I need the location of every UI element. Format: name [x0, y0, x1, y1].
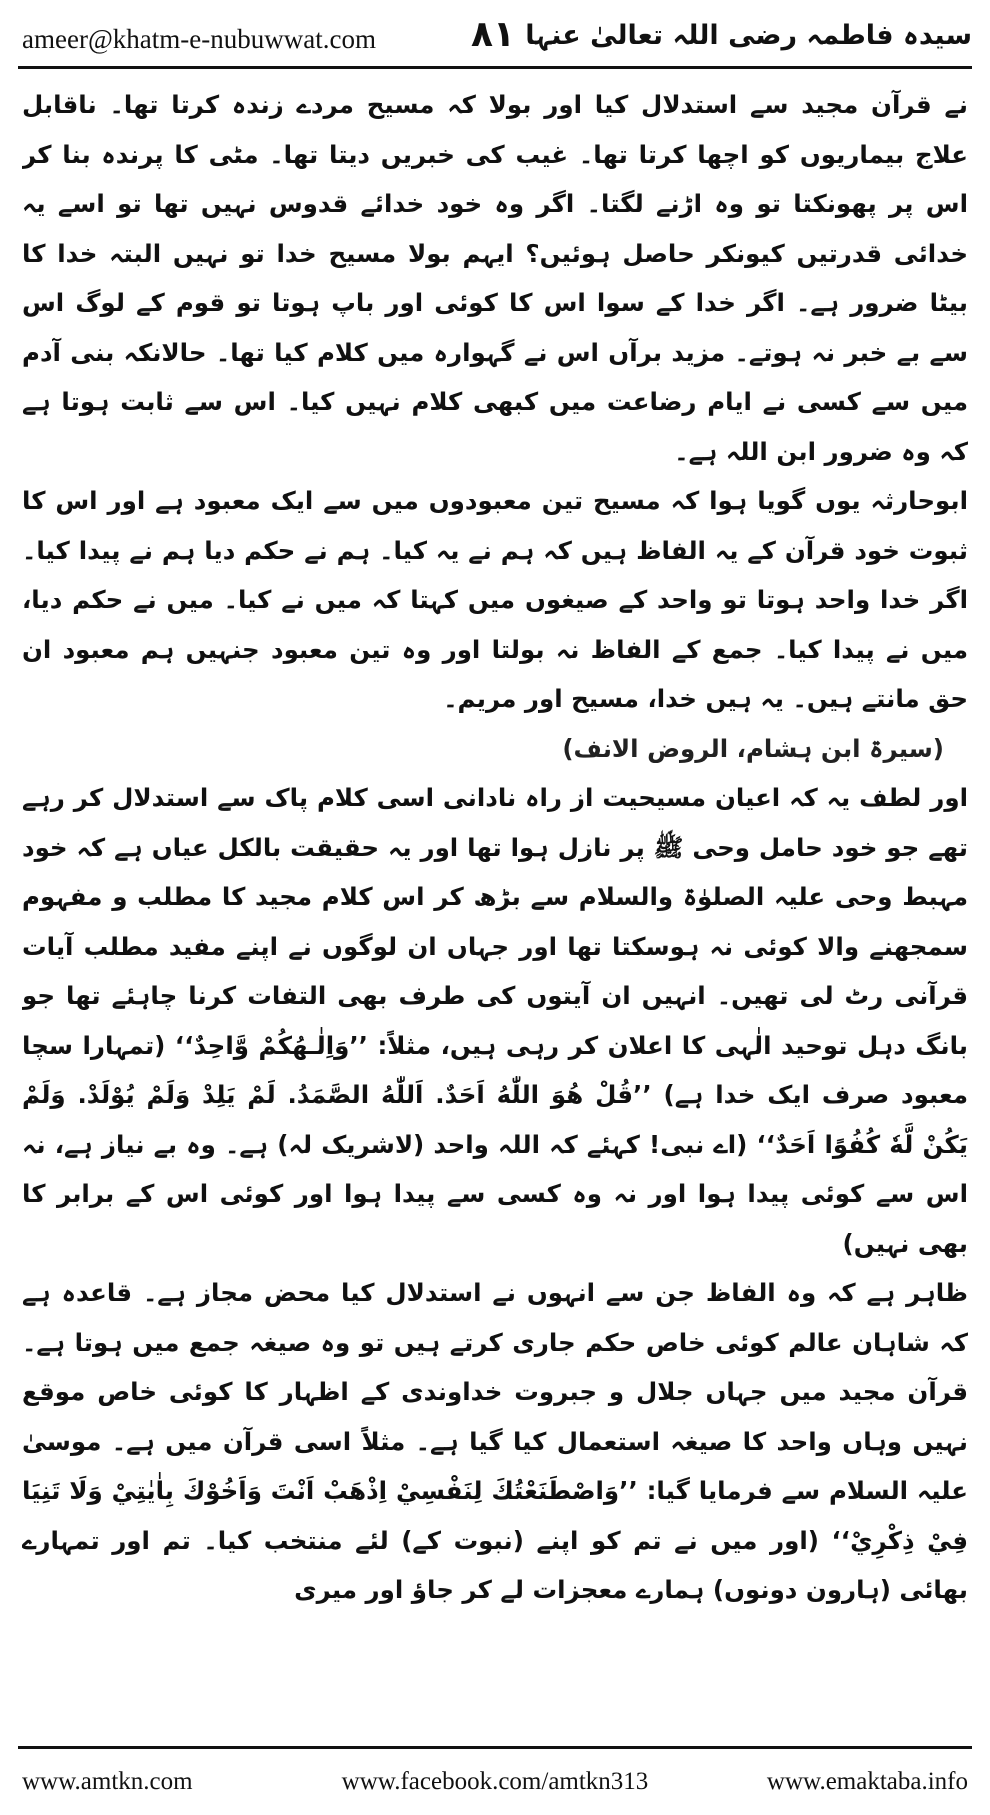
paragraph-2: ابوحارثہ یوں گویا ہوا کہ مسیح تین معبودوں میں سے ایک معبود ہے اور اس کا ثبوت خود قرآن کے یہ الفاظ ہیں کہ ہم نے یہ کیا۔ ہم نے حکم دیا ہم نے پیدا کیا۔ اگر خدا واحد ہوتا تو واحد کے صیغوں میں کہتا کہ میں نے کیا۔ میں نے حکم دیا، میں نے پیدا کیا۔ جمع کے الفاظ نہ بولتا اور وہ تین معبود جنہیں ہم معبود ان حق مانتے ہیں۔ یہ ہیں خدا، مسیح اور مریم۔ — [22, 486, 968, 713]
paragraph-3: اور لطف یہ کہ اعیان مسیحیت از راہ نادانی اسی کلام پاک سے استدلال کر رہے تھے جو خود حامل وحی ﷺ پر نازل ہوا تھا اور یہ حقیقت بالکل عیاں ہے کہ خود مہبط وحی علیہ الصلوٰۃ والسلام سے بڑھ کر اس کلام مجید کا مطلب و مفہوم سمجھنے والا کوئی نہ ہوسکتا تھا اور جہاں ان لوگوں نے اپنے مفید مطلب آیات قرآنی رٹ لی تھیں۔ انہیں ان آیتوں کی طرف بھی التفات کرنا چاہئے تھا جو بانگ دہل توحید الٰہی کا اعلان کر رہی ہیں، مثلاً: ’’وَاِلٰـهُكُمْ وَّاحِدٌ‘‘ (تمہارا سچا معبود صرف ایک خدا ہے) ’’قُلْ هُوَ اللّٰهُ اَحَدٌ. اَللّٰهُ الصَّمَدُ. لَمْ يَلِدْ وَلَمْ يُوْلَدْ. وَلَمْ يَكُنْ لَّهٗ كُفُوًا اَحَدٌ‘‘ (اے نبی! کہئے کہ اللہ واحد (لاشریک لہ) ہے۔ وہ بے نیاز ہے، نہ اس سے کوئی پیدا ہوا اور نہ وہ کسی سے پیدا ہوا اور کوئی اس کے برابر کا بھی نہیں) — [22, 783, 968, 1258]
footer-link-emaktaba[interactable]: www.emaktaba.info — [766, 1768, 968, 1795]
book-title: سیدہ فاطمہ رضی اللہ تعالیٰ عنہا — [525, 20, 972, 51]
citation: (سیرۃ ابن ہشام، الروض الانف) — [562, 733, 944, 763]
page-body — [22, 80, 968, 1736]
header-email: ameer@khatm-e-nubuwwat.com — [22, 24, 376, 54]
paragraph-1: نے قرآن مجید سے استدلال کیا اور بولا کہ مسیح مردے زندہ کرتا تھا۔ ناقابل علاج بیماریوں کو اچھا کرتا تھا۔ غیب کی خبریں دیتا تھا۔ مٹی کا پرندہ بنا کر اس پر پھونکتا تو وہ اڑنے لگتا۔ اگر وہ خود خدائے قدوس نہیں تھا تو اسے یہ خدائی قدرتیں کیونکر حاصل ہوئیں؟ ایہم بولا مسیح خدا تو نہیں البتہ خدا کا بیٹا ضرور ہے۔ اگر خدا کے سوا اس کا کوئی اور باپ ہوتا تو قوم کے لوگ اس سے بے خبر نہ ہوتے۔ مزید برآں اس نے گہوارہ میں کلام کیا تھا۔ حالانکہ بنی آدم میں سے کسی نے ایام رضاعت میں کبھی کلام نہیں کیا۔ اس سے ثابت ہوتا ہے کہ وہ ضرور ابن اللہ ہے۔ — [22, 90, 968, 466]
footer-link-amtkn[interactable]: www.amtkn.com — [22, 1768, 193, 1795]
page-header — [0, 0, 990, 68]
footer-link-facebook[interactable]: www.facebook.com/amtkn313 — [341, 1768, 649, 1795]
page-number: ۸۱ — [471, 14, 515, 55]
header-divider — [18, 66, 972, 69]
footer-divider — [18, 1746, 972, 1749]
page-footer — [0, 1752, 990, 1812]
paragraph-4: ظاہر ہے کہ وہ الفاظ جن سے انہوں نے استدلال کیا محض مجاز ہے۔ قاعدہ ہے کہ شاہان عالم کوئی خاص حکم جاری کرتے ہیں تو وہ صیغہ جمع میں ہوتا ہے۔ قرآن مجید میں جہاں جلال و جبروت خداوندی کے اظہار کا کوئی خاص موقع نہیں وہاں واحد کا صیغہ استعمال کیا گیا ہے۔ مثلاً اسی قرآن میں ہے۔ موسیٰ علیہ السلام سے فرمایا گیا: ’’وَاصْطَنَعْتُكَ لِنَفْسِيْ اِذْهَبْ اَنْتَ وَاَخُوْكَ بِاٰيٰتِيْ وَلَا تَنِيَا فِيْ ذِكْرِيْ‘‘ (اور میں نے تم کو اپنے (نبوت کے) لئے منتخب کیا۔ تم اور تمہارے بھائی (ہارون دونوں) ہمارے معجزات لے کر جاؤ اور میری — [22, 1278, 968, 1604]
